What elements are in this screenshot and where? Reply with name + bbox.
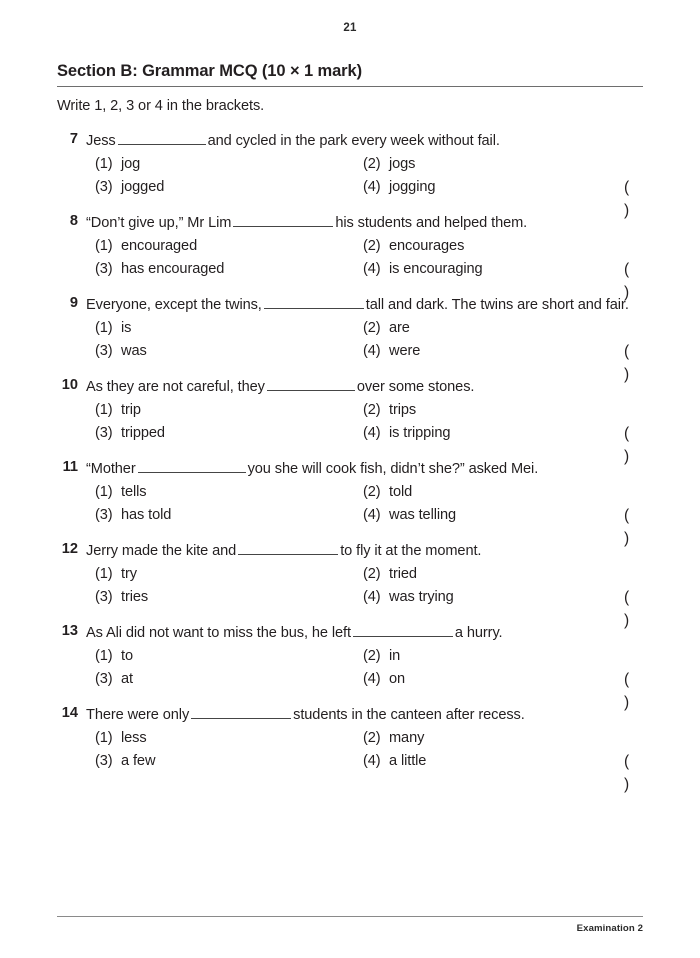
stem-text-after: a hurry.	[454, 625, 503, 641]
bracket-open: (	[624, 343, 630, 360]
question-stem	[86, 295, 643, 316]
option-key: (1)	[95, 566, 113, 582]
option-choice[interactable]	[363, 258, 483, 281]
option-choice[interactable]	[363, 317, 410, 340]
option-label: in	[389, 648, 401, 664]
option-label: is encouraging	[389, 261, 483, 277]
option-key: (4)	[363, 179, 381, 195]
option-choice[interactable]	[363, 563, 417, 586]
section-instruction: Write 1, 2, 3 or 4 in the brackets.	[57, 98, 265, 114]
option-choice[interactable]	[363, 340, 420, 363]
option-row	[86, 668, 643, 711]
option-row	[86, 727, 643, 750]
stem-text-before: As Ali did not want to miss the bus, he left	[86, 625, 351, 641]
option-choice[interactable]	[363, 645, 400, 668]
option-key: (3)	[95, 753, 113, 769]
option-choice[interactable]	[95, 668, 133, 691]
stem-text-after: students in the canteen after recess.	[293, 707, 525, 723]
option-choice[interactable]	[95, 153, 140, 176]
option-key: (2)	[363, 730, 381, 746]
bracket-open: (	[624, 671, 630, 688]
option-group	[86, 645, 643, 711]
stem-text-after: his students and helped them.	[335, 215, 528, 231]
option-key: (2)	[363, 238, 381, 254]
question-number: 9	[69, 295, 78, 311]
option-key: (2)	[363, 402, 381, 418]
option-key: (4)	[363, 589, 381, 605]
option-choice[interactable]	[95, 645, 133, 668]
stem-text-after: to fly it at the moment.	[340, 543, 482, 559]
option-label: jogs	[389, 156, 416, 172]
option-key: (4)	[363, 507, 381, 523]
option-key: (1)	[95, 484, 113, 500]
option-key: (4)	[363, 343, 381, 359]
question-number: 8	[69, 213, 78, 229]
answer-blank[interactable]	[138, 460, 246, 473]
option-key: (1)	[95, 402, 113, 418]
option-label: try	[121, 566, 137, 582]
option-label: has told	[121, 507, 172, 523]
option-choice[interactable]	[363, 399, 416, 422]
option-choice[interactable]	[95, 750, 155, 773]
option-label: were	[389, 343, 421, 359]
option-key: (3)	[95, 179, 113, 195]
option-label: has encouraged	[121, 261, 225, 277]
option-row	[86, 340, 643, 383]
page-number: 21	[343, 22, 357, 34]
option-label: encourages	[389, 238, 465, 254]
option-label: trips	[389, 402, 417, 418]
stem-text-after: tall and dark. The twins are short and fair.	[365, 297, 629, 313]
option-key: (1)	[95, 156, 113, 172]
question-item	[57, 459, 643, 547]
option-row	[86, 153, 643, 176]
answer-blank[interactable]	[118, 132, 206, 145]
option-key: (3)	[95, 507, 113, 523]
bracket-open: (	[624, 261, 630, 278]
option-label: at	[121, 671, 133, 687]
question-list	[57, 131, 643, 793]
option-key: (4)	[363, 671, 381, 687]
option-label: was	[121, 343, 147, 359]
option-group	[86, 727, 643, 793]
page-footer: Examination 2	[57, 916, 643, 934]
option-key: (4)	[363, 753, 381, 769]
option-key: (3)	[95, 261, 113, 277]
bracket-open: (	[624, 753, 630, 770]
option-choice[interactable]	[95, 340, 147, 363]
answer-blank[interactable]	[191, 706, 291, 719]
option-choice[interactable]	[95, 176, 164, 199]
option-row	[86, 563, 643, 586]
option-label: a few	[121, 753, 156, 769]
option-key: (2)	[363, 566, 381, 582]
option-key: (1)	[95, 238, 113, 254]
option-key: (3)	[95, 343, 113, 359]
option-group	[86, 235, 643, 301]
bracket-open: (	[624, 179, 630, 196]
question-item	[57, 295, 643, 383]
question-item	[57, 623, 643, 711]
bracket-close: )	[624, 448, 630, 465]
option-label: less	[121, 730, 147, 746]
option-label: is	[121, 320, 132, 336]
option-key: (4)	[363, 425, 381, 441]
option-choice[interactable]	[95, 481, 146, 504]
option-row	[86, 750, 643, 793]
answer-blank[interactable]	[233, 214, 333, 227]
bracket-close: )	[624, 284, 630, 301]
option-choice[interactable]	[363, 422, 450, 445]
bracket-open: (	[624, 589, 630, 606]
page-content	[57, 62, 643, 793]
option-choice[interactable]	[95, 258, 224, 281]
option-label: many	[389, 730, 425, 746]
option-key: (2)	[363, 484, 381, 500]
question-number: 7	[69, 131, 78, 147]
option-choice[interactable]	[95, 422, 165, 445]
question-number: 12	[61, 541, 78, 557]
option-key: (3)	[95, 589, 113, 605]
option-key: (3)	[95, 425, 113, 441]
option-choice[interactable]	[363, 153, 415, 176]
stem-text-before: Jerry made the kite and	[86, 543, 237, 559]
answer-blank[interactable]	[264, 296, 364, 309]
option-key: (1)	[95, 730, 113, 746]
question-number: 11	[62, 459, 78, 475]
question-stem	[86, 623, 643, 644]
stem-text-before: As they are not careful, they	[86, 379, 265, 395]
option-label: a little	[389, 753, 427, 769]
question-item	[57, 213, 643, 301]
option-row	[86, 645, 643, 668]
option-key: (2)	[363, 320, 381, 336]
question-stem	[86, 213, 643, 234]
question-stem	[86, 377, 643, 398]
stem-text-before: Everyone, except the twins,	[86, 297, 262, 313]
option-key: (2)	[363, 648, 381, 664]
bracket-close: )	[624, 612, 630, 629]
option-label: is tripping	[389, 425, 451, 441]
answer-bracket[interactable]	[624, 750, 646, 796]
option-group	[86, 399, 643, 465]
section-heading: Section B: Grammar MCQ (10 × 1 mark)	[57, 62, 643, 87]
option-label: tries	[121, 589, 149, 605]
question-number: 13	[61, 623, 78, 639]
option-choice[interactable]	[95, 563, 137, 586]
question-stem	[86, 541, 643, 562]
option-row	[86, 399, 643, 422]
option-group	[86, 317, 643, 383]
option-choice[interactable]	[95, 235, 197, 258]
option-label: jog	[121, 156, 141, 172]
option-choice[interactable]	[363, 235, 464, 258]
bracket-open: (	[624, 507, 630, 524]
option-label: encouraged	[121, 238, 198, 254]
option-choice[interactable]	[95, 317, 131, 340]
option-choice[interactable]	[363, 750, 426, 773]
option-choice[interactable]	[363, 586, 454, 609]
option-group	[86, 563, 643, 629]
option-label: tried	[389, 566, 417, 582]
stem-text-after: you she will cook fish, didn’t she?” asked Mei.	[247, 461, 539, 477]
option-key: (1)	[95, 320, 113, 336]
question-item	[57, 377, 643, 465]
option-choice[interactable]	[95, 727, 147, 750]
option-label: tripped	[121, 425, 165, 441]
stem-text-before: “Mother	[86, 461, 136, 477]
option-label: told	[389, 484, 413, 500]
option-choice[interactable]	[95, 586, 148, 609]
option-choice[interactable]	[95, 504, 171, 527]
stem-text-after: and cycled in the park every week without fail.	[207, 133, 500, 149]
bracket-close: )	[624, 694, 630, 711]
question-number: 10	[61, 377, 78, 393]
option-key: (1)	[95, 648, 113, 664]
option-row	[86, 317, 643, 340]
option-row	[86, 176, 643, 219]
question-item	[57, 541, 643, 629]
option-row	[86, 504, 643, 547]
option-choice[interactable]	[363, 727, 424, 750]
option-row	[86, 481, 643, 504]
question-stem	[86, 705, 643, 726]
question-stem	[86, 131, 643, 152]
option-label: tells	[121, 484, 147, 500]
option-key: (3)	[95, 671, 113, 687]
option-choice[interactable]	[95, 399, 141, 422]
bracket-open: (	[624, 425, 630, 442]
option-group	[86, 481, 643, 547]
question-item	[57, 705, 643, 793]
option-label: trip	[121, 402, 141, 418]
option-choice[interactable]	[363, 668, 405, 691]
question-number: 14	[61, 705, 78, 721]
stem-text-before: There were only	[86, 707, 190, 723]
bracket-close: )	[624, 202, 630, 219]
option-group	[86, 153, 643, 219]
option-row	[86, 258, 643, 301]
option-row	[86, 422, 643, 465]
answer-blank[interactable]	[267, 378, 355, 391]
option-label: was trying	[389, 589, 454, 605]
option-row	[86, 235, 643, 258]
answer-blank[interactable]	[238, 542, 338, 555]
option-choice[interactable]	[363, 504, 456, 527]
option-key: (2)	[363, 156, 381, 172]
answer-blank[interactable]	[353, 624, 453, 637]
question-stem	[86, 459, 643, 480]
option-label: was telling	[389, 507, 457, 523]
option-choice[interactable]	[363, 481, 412, 504]
question-item	[57, 131, 643, 219]
bracket-close: )	[624, 776, 630, 793]
bracket-close: )	[624, 366, 630, 383]
option-key: (4)	[363, 261, 381, 277]
option-label: on	[389, 671, 406, 687]
stem-text-after: over some stones.	[356, 379, 475, 395]
stem-text-before: “Don’t give up,” Mr Lim	[86, 215, 232, 231]
stem-text-before: Jess	[86, 133, 116, 149]
bracket-close: )	[624, 530, 630, 547]
option-row	[86, 586, 643, 629]
option-label: are	[389, 320, 410, 336]
option-choice[interactable]	[363, 176, 435, 199]
option-label: to	[121, 648, 133, 664]
option-label: jogging	[389, 179, 436, 195]
option-label: jogged	[121, 179, 165, 195]
